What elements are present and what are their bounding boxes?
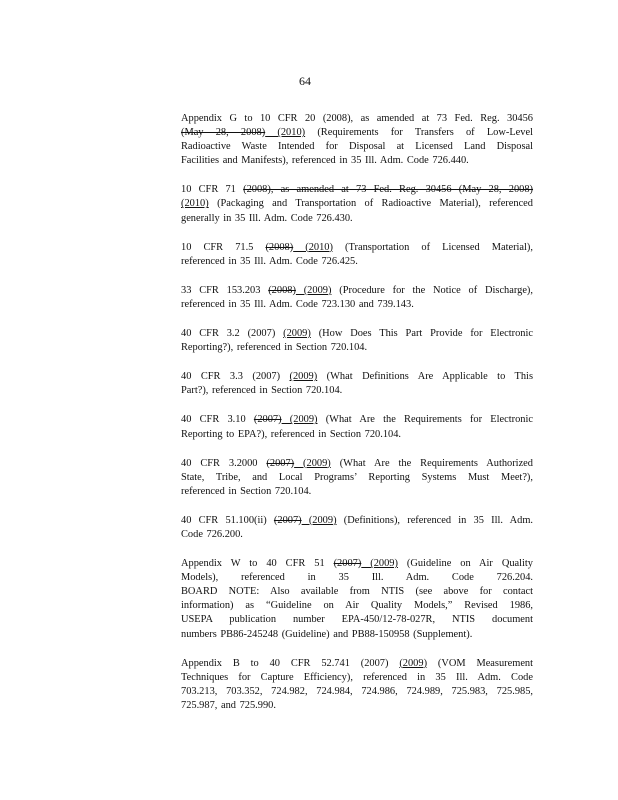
text-segment: (Requirements for Transfers of Low-Level: [305, 127, 533, 139]
reference-entry: [181, 514, 533, 542]
text-segment: (Definitions), referenced in 35 Ill. Adm.: [336, 514, 533, 526]
deleted-text: (2007): [266, 457, 295, 469]
deleted-text: (2008), as amended at 73 Fed. Reg. 30456 (May 28, 2008): [243, 184, 534, 196]
reference-list: [181, 112, 533, 728]
text-segment: Radioactive Waste Intended for Disposal at Licensed Land Disposal: [181, 141, 533, 153]
entry-line: [181, 183, 533, 197]
text-segment: USEPA publication number EPA-450/12-78-027R, NTIS document: [181, 614, 533, 626]
entry-line: [181, 126, 533, 140]
text-segment: referenced in 35 Ill. Adm. Code 726.425.: [181, 255, 358, 267]
text-segment: generally in 35 Ill. Adm. Code 726.430.: [181, 212, 353, 224]
text-segment: 725.987, and 725.990.: [181, 699, 276, 711]
entry-line: [181, 528, 533, 542]
inserted-text: (2009): [295, 284, 332, 296]
reference-entry: [181, 657, 533, 713]
text-segment: (What Are the Requirements for Electronic: [317, 414, 533, 426]
inserted-text: (2010): [265, 127, 306, 139]
inserted-text: (2009): [289, 371, 318, 383]
entry-line: [181, 140, 533, 154]
entry-line: [181, 370, 533, 384]
text-segment: 703.213, 703.352, 724.982, 724.984, 724.986, 724.989, 725.983, 725.985,: [181, 685, 533, 697]
page-number: 64: [299, 74, 311, 88]
entry-line: [181, 154, 533, 168]
text-segment: referenced in Section 720.104.: [181, 485, 312, 497]
text-segment: Reporting?), referenced in Section 720.104.: [181, 342, 368, 354]
text-segment: 40 CFR 51.100(ii): [181, 514, 274, 526]
entry-line: [181, 585, 533, 599]
inserted-text: (2009): [283, 328, 311, 340]
text-segment: BOARD NOTE: Also available from NTIS (see above for contact: [181, 586, 533, 598]
text-segment: Reporting to EPA?), referenced in Section 720.104.: [181, 428, 402, 440]
text-segment: Facilities and Manifests), referenced in 35 Ill. Adm. Code 726.440.: [181, 155, 469, 167]
reference-entry: [181, 112, 533, 168]
text-segment: 40 CFR 3.3 (2007): [181, 371, 290, 383]
reference-entry: [181, 457, 533, 499]
entry-line: [181, 599, 533, 613]
text-segment: (What Are the Requirements Authorized: [330, 457, 533, 469]
entry-line: [181, 471, 533, 485]
inserted-text: (2009): [294, 457, 331, 469]
reference-entry: [181, 241, 533, 269]
inserted-text: (2010): [181, 198, 209, 210]
entry-line: [181, 571, 533, 585]
entry-line: [181, 212, 533, 226]
text-segment: referenced in 35 Ill. Adm. Code 723.130 and 739.143.: [181, 298, 414, 310]
entry-line: [181, 413, 533, 427]
text-segment: Techniques for Capture Efficiency), referenced in 35 Ill. Adm. Code: [181, 671, 533, 683]
reference-entry: [181, 284, 533, 312]
entry-line: [181, 384, 533, 398]
inserted-text: (2009): [361, 558, 398, 570]
reference-entry: [181, 413, 533, 441]
entry-line: [181, 457, 533, 471]
text-segment: 40 CFR 3.2 (2007): [181, 328, 284, 340]
text-segment: (Packaging and Transportation of Radioactive Material), referenced: [208, 198, 533, 210]
text-segment: Appendix B to 40 CFR 52.741 (2007): [181, 657, 400, 669]
text-segment: Part?), referenced in Section 720.104.: [181, 385, 343, 397]
entry-line: [181, 485, 533, 499]
entry-line: [181, 241, 533, 255]
entry-line: [181, 341, 533, 355]
text-segment: 33 CFR 153.203: [181, 284, 269, 296]
reference-entry: [181, 183, 533, 225]
text-segment: 10 CFR 71: [181, 184, 244, 196]
inserted-text: (2009): [399, 657, 428, 669]
inserted-text: (2009): [301, 514, 337, 526]
text-segment: Code 726.200.: [181, 528, 243, 540]
text-segment: Models), referenced in 35 Ill. Adm. Code 726.204.: [181, 572, 533, 584]
entry-line: [181, 699, 533, 713]
entry-line: [181, 255, 533, 269]
inserted-text: (2009): [281, 414, 318, 426]
entry-line: [181, 428, 533, 442]
text-segment: (Procedure for the Notice of Discharge),: [331, 284, 533, 296]
deleted-text: (2007): [253, 414, 282, 426]
reference-entry: [181, 327, 533, 355]
text-segment: 10 CFR 71.5: [181, 241, 266, 253]
text-segment: (Guideline on Air Quality: [397, 558, 533, 570]
entry-line: [181, 284, 533, 298]
deleted-text: (2008): [265, 241, 294, 253]
reference-entry: [181, 370, 533, 398]
entry-line: [181, 557, 533, 571]
entry-line: [181, 657, 533, 671]
entry-line: [181, 298, 533, 312]
text-segment: Appendix W to 40 CFR 51: [181, 558, 334, 570]
text-segment: State, Tribe, and Local Programs’ Reporting Systems Must Meet?),: [181, 471, 533, 483]
deleted-text: (2007): [333, 558, 362, 570]
entry-line: [181, 514, 533, 528]
text-segment: 40 CFR 3.2000: [181, 457, 267, 469]
entry-line: [181, 327, 533, 341]
deleted-text: (2008): [268, 284, 296, 296]
entry-line: [181, 671, 533, 685]
entry-line: [181, 112, 533, 126]
entry-line: [181, 628, 533, 642]
text-segment: 40 CFR 3.10: [181, 414, 254, 426]
deleted-text: (May 28, 2008): [181, 127, 266, 139]
entry-line: [181, 613, 533, 627]
deleted-text: (2007): [273, 514, 302, 526]
text-segment: Appendix G to 10 CFR 20 (2008), as amended at 73 Fed. Reg. 30456: [181, 113, 533, 124]
text-segment: (What Definitions Are Applicable to This: [317, 371, 533, 383]
text-segment: information) as “Guideline on Air Quality Models,” Revised 1986,: [181, 600, 533, 612]
text-segment: (How Does This Part Provide for Electronic: [310, 328, 533, 340]
reference-entry: [181, 557, 533, 642]
text-segment: (Transportation of Licensed Material),: [332, 241, 533, 253]
text-segment: (VOM Measurement: [427, 657, 534, 669]
inserted-text: (2010): [293, 241, 333, 253]
entry-line: [181, 197, 533, 211]
text-segment: numbers PB86-245248 (Guideline) and PB88-150958 (Supplement).: [181, 628, 473, 640]
entry-line: [181, 685, 533, 699]
